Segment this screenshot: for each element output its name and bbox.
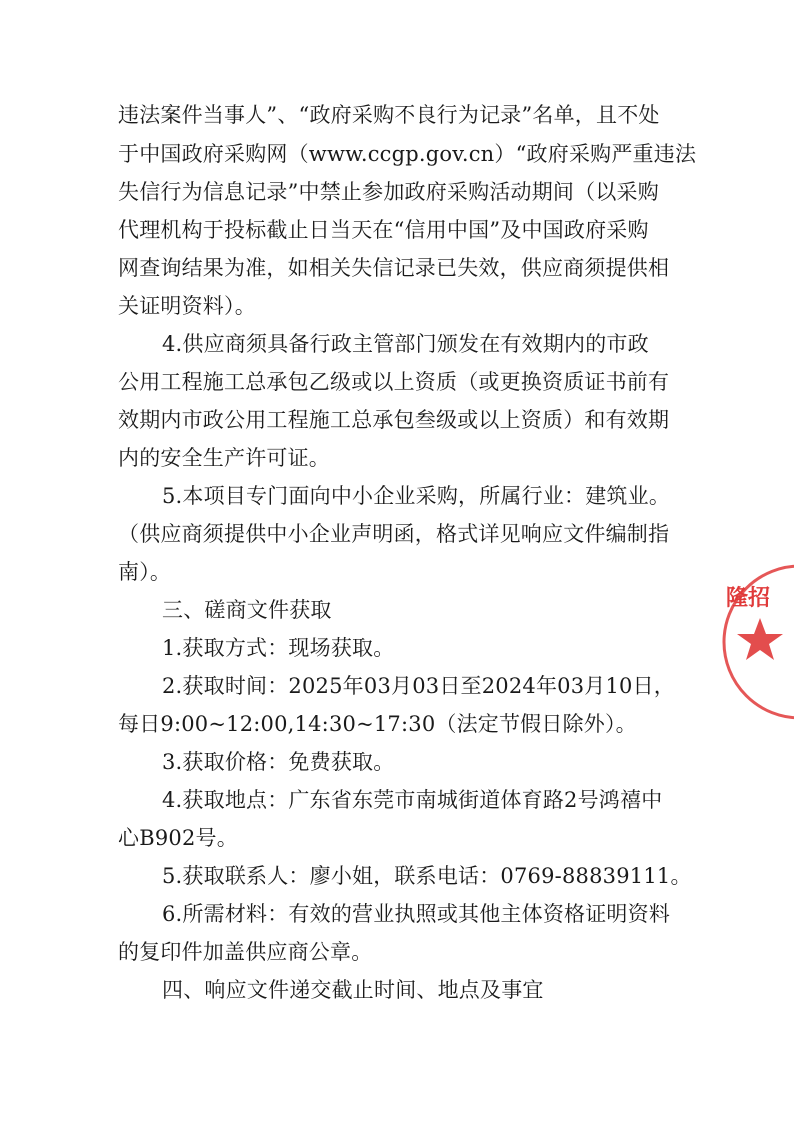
text-line: 1.获取方式：现场获取。 (162, 636, 395, 660)
text-line: 5.获取联系人：廖小姐，联系电话：0769-88839111。 (162, 864, 692, 888)
text-line: 效期内市政公用工程施工总承包叁级或以上资质）和有效期 (118, 408, 670, 432)
star-icon (737, 618, 783, 660)
seal-graphic (718, 560, 794, 720)
text-line: 南）。 (118, 560, 172, 584)
text-line: 代理机构于投标截止日当天在“信用中国”及中国政府采购 (118, 218, 649, 242)
text-line: 2.获取时间：2025年03月03日至2024年03月10日， (162, 674, 676, 698)
text-line: 5.本项目专门面向中小企业采购，所属行业：建筑业。 (162, 484, 671, 508)
text-line: 3.获取价格：免费获取。 (162, 750, 395, 774)
text-line: 违法案件当事人”、“政府采购不良行为记录”名单，且不处 (118, 103, 660, 127)
seal-text: 隆招 (726, 586, 771, 611)
company-seal (718, 560, 794, 720)
text-line: 4.供应商须具备行政主管部门颁发在有效期内的市政 (162, 332, 649, 356)
text-line: （供应商须提供中小企业声明函，格式详见响应文件编制指 (118, 522, 670, 546)
text-line: 于中国政府采购网（www.ccgp.gov.cn）“政府采购严重违法 (118, 142, 697, 166)
text-line: 的复印件加盖供应商公章。 (118, 940, 373, 964)
text-line: 失信行为信息记录”中禁止参加政府采购活动期间（以采购 (118, 180, 659, 204)
section-heading: 四、响应文件递交截止时间、地点及事宜 (162, 978, 544, 1002)
text-line: 心B902号。 (118, 826, 238, 850)
text-line: 公用工程施工总承包乙级或以上资质（或更换资质证书前有 (118, 370, 670, 394)
text-line: 6.所需材料：有效的营业执照或其他主体资格证明资料 (162, 902, 671, 926)
text-line: 4.获取地点：广东省东莞市南城街道体育路2号鸿禧中 (162, 788, 663, 812)
text-line: 网查询结果为准，如相关失信记录已失效，供应商须提供相 (118, 256, 670, 280)
text-line: 内的安全生产许可证。 (118, 446, 330, 470)
section-heading: 三、磋商文件获取 (162, 598, 332, 622)
text-line: 每日9:00~12:00,14:30~17:30（法定节假日除外）。 (118, 712, 637, 736)
text-line: 关证明资料）。 (118, 294, 256, 318)
